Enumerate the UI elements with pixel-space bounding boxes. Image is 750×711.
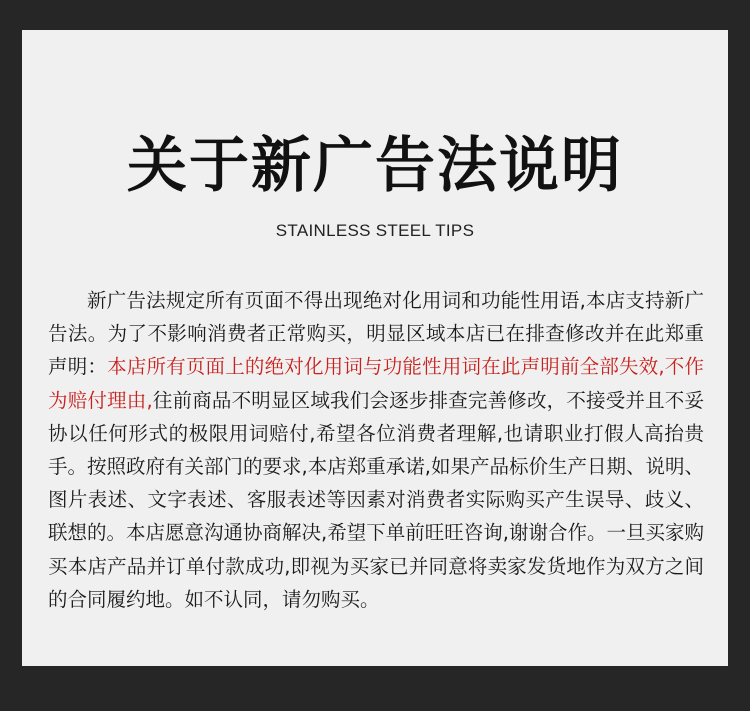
notice-body bbox=[48, 284, 704, 616]
notice-subtitle: STAINLESS STEEL TIPS bbox=[275, 221, 475, 240]
notice-panel bbox=[22, 30, 728, 666]
notice-title: 关于新广告法说明 bbox=[127, 131, 623, 201]
notice-body-highlight: 本店所有页面上的绝对化用词与功能性用词在此声明前全部失效,不作为赔付理由, bbox=[48, 355, 704, 412]
notice-body-part1: 新广告法规定所有页面不得出现绝对化用词和功能性用语,本店支持新广告法。为了不影响消费者正常购买，明显区域本店已在排查修改并在此郑重声明： bbox=[48, 289, 704, 379]
notice-body-part2: 往前商品不明显区域我们会逐步排查完善修改，不接受并且不妥协以任何形式的极限用词赔付,希望各位消费者理解,也请职业打假人高抬贵手。按照政府有关部门的要求,本店郑重承诺,如果产品标价生产日期、说明、图片表述、文字表述、客服表述等因素对消费者实际购买产生误导、歧义、联想的。本店愿意沟通协商解决,希望下单前旺旺咨询,谢谢合作。一旦买家购买本店产品并订单付款成功,即视为买家已并同意将卖家发货地作为双方之间的合同履约地。如不认同，请勿购买。 bbox=[48, 388, 704, 611]
